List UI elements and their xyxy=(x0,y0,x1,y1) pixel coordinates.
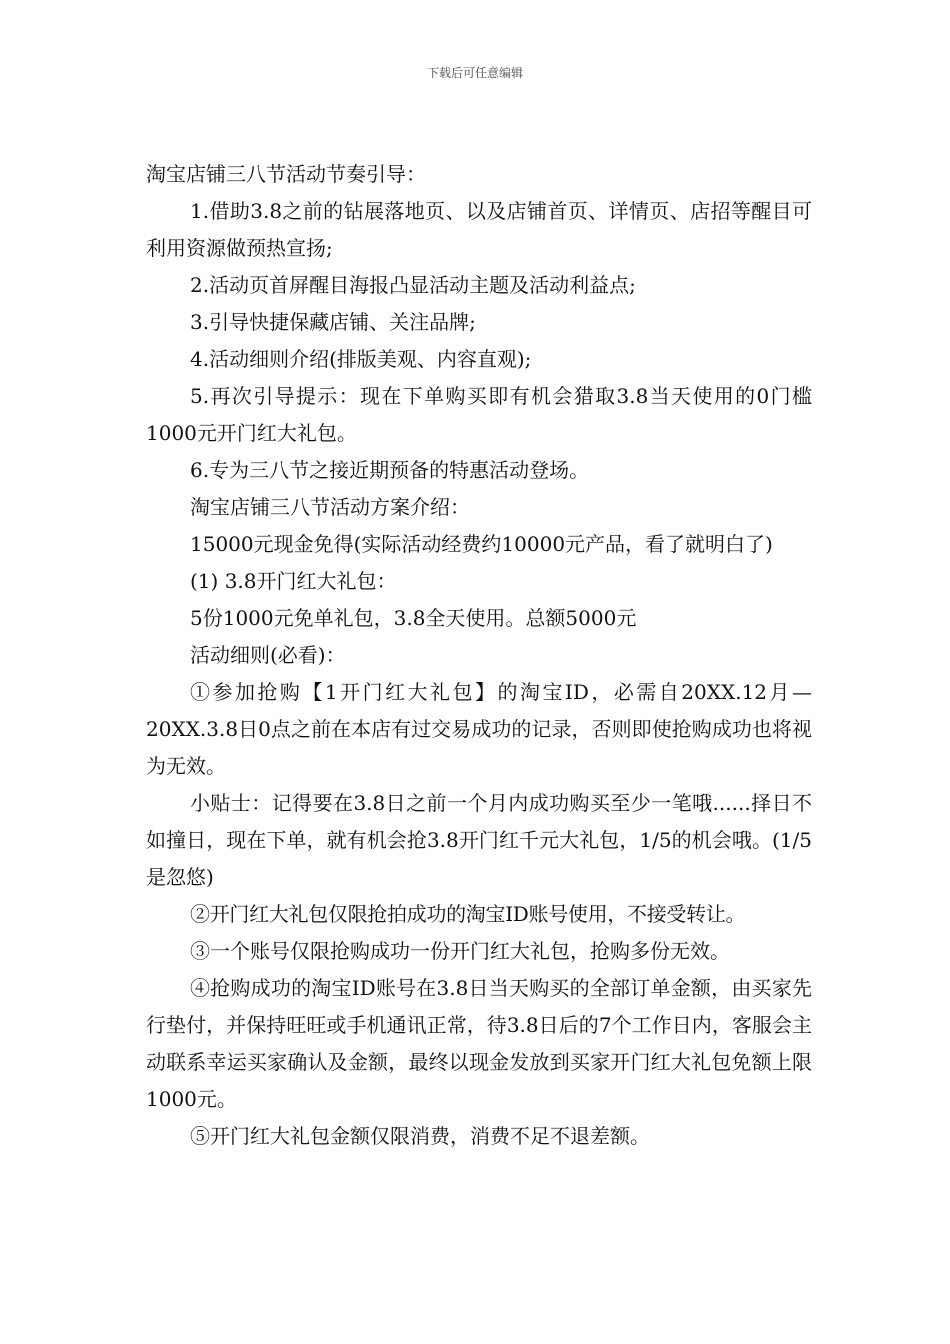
paragraph-budget: 15000元现金免得(实际活动经费约10000元产品，看了就明白了) xyxy=(190,532,773,556)
paragraph-step-6: 6.专为三八节之接近期预备的特惠活动登场。 xyxy=(190,458,590,482)
section-heading-rhythm: 淘宝店铺三八节活动节奏引导： xyxy=(146,162,426,186)
paragraph-tip: 小贴士：记得要在3.8日之前一个月内成功购买至少一笔哦......择日不如撞日，现在下单，就有机会抢3.8开门红千元大礼包，1/5的机会哦。(1/5是忽悠) xyxy=(146,791,812,889)
paragraph-step-3: 3.引导快捷保藏店铺、关注品牌; xyxy=(190,310,476,334)
paragraph-step-1: 1.借助3.8之前的钻展落地页、以及店铺首页、详情页、店招等醒目可利用资源做预热宣扬; xyxy=(146,199,812,260)
paragraph-step-5: 5.再次引导提示：现在下单购买即有机会猎取3.8当天使用的0门槛1000元开门红大礼包。 xyxy=(146,384,812,445)
section-heading-plan: 淘宝店铺三八节活动方案介绍： xyxy=(190,495,470,519)
paragraph-rule-3: ③一个账号仅限抢购成功一份开门红大礼包，抢购多份无效。 xyxy=(190,939,730,963)
paragraph-rule-5: ⑤开门红大礼包金额仅限消费，消费不足不退差额。 xyxy=(190,1124,650,1148)
paragraph-gift-pack-detail: 5份1000元免单礼包，3.8全天使用。总额5000元 xyxy=(190,606,637,630)
paragraph-gift-pack-title: (1) 3.8开门红大礼包： xyxy=(190,569,397,593)
paragraph-rule-1: ①参加抢购【1开门红大礼包】的淘宝ID，必需自20XX.12月—20XX.3.8日0点之前在本店有过交易成功的记录，否则即使抢购成功也将视为无效。 xyxy=(146,680,812,778)
page-header-note: 下载后可任意编辑 xyxy=(426,66,523,80)
paragraph-rule-4: ④抢购成功的淘宝ID账号在3.8日当天购买的全部订单金额，由买家先行垫付，并保持旺旺或手机通讯正常，待3.8日后的7个工作日内，客服会主动联系幸运买家确认及金额，最终以现金发放到买家开门红大礼包免额上限1000元。 xyxy=(146,976,812,1111)
paragraph-step-2: 2.活动页首屏醒目海报凸显活动主题及活动利益点; xyxy=(190,273,636,297)
paragraph-step-4: 4.活动细则介绍(排版美观、内容直观); xyxy=(190,347,532,371)
paragraph-rule-2: ②开门红大礼包仅限抢拍成功的淘宝ID账号使用，不接受转让。 xyxy=(190,902,746,926)
document-body xyxy=(146,156,812,1155)
section-heading-rules: 活动细则(必看)： xyxy=(190,643,346,667)
